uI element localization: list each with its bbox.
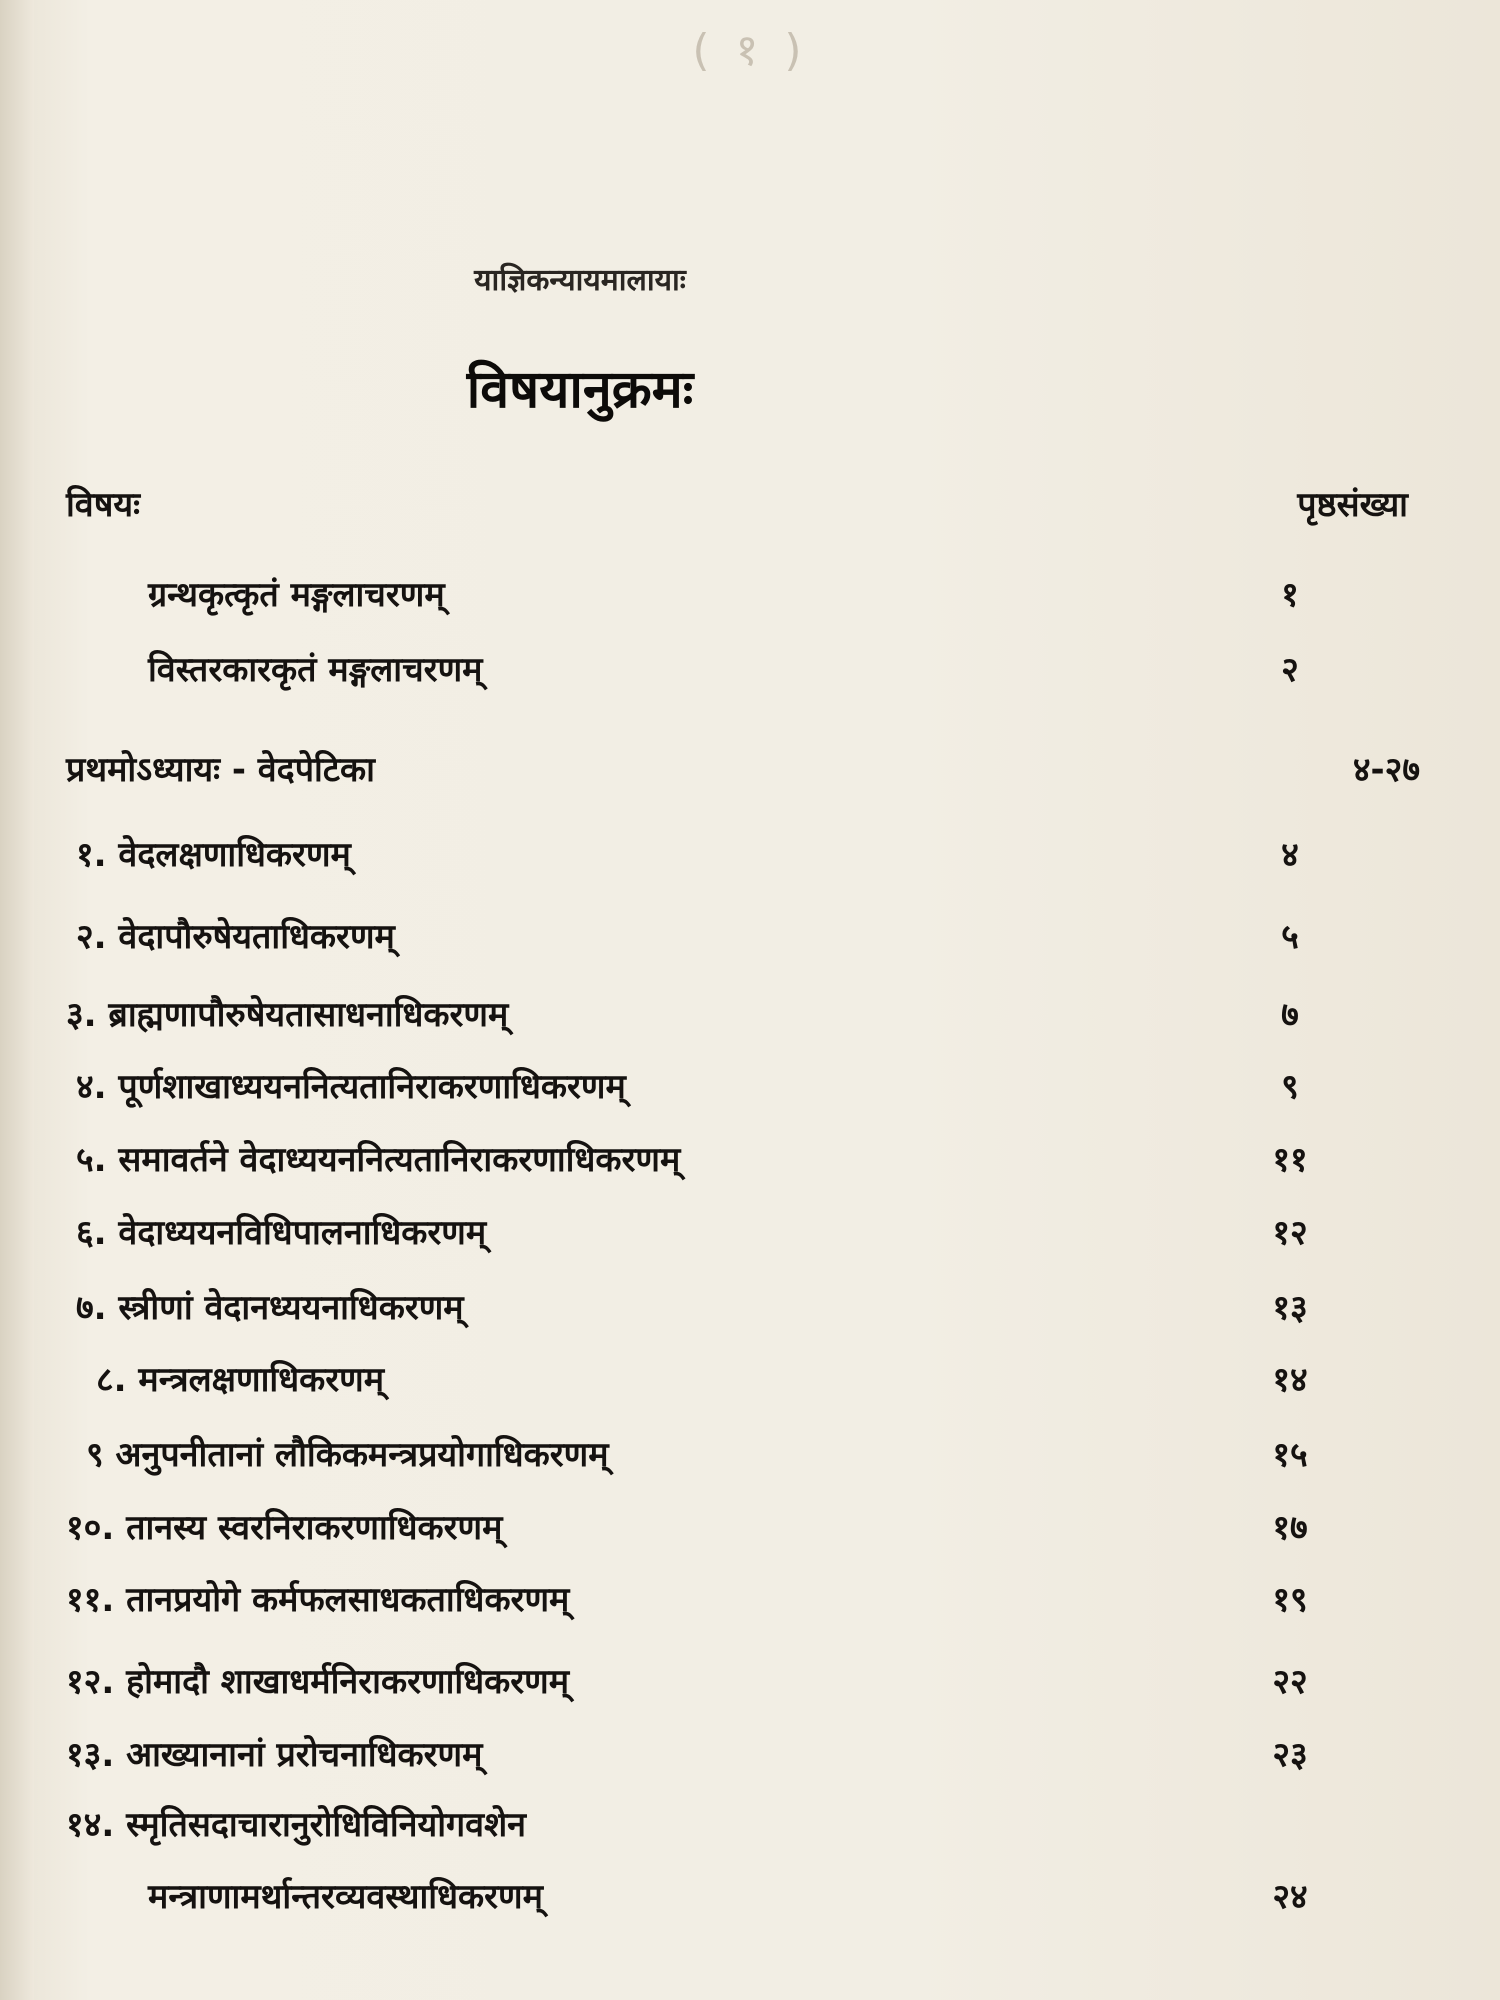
toc-entry: [0, 1135, 1500, 1195]
toc-entry: [0, 645, 1500, 705]
entry-page: १४: [1272, 1360, 1308, 1400]
entry-page: १३: [1272, 1288, 1308, 1328]
entry-page: १९: [1272, 1580, 1308, 1620]
entry-page: २४: [1272, 1877, 1308, 1917]
toc-entry: [0, 1430, 1500, 1490]
entry-page: १: [1281, 575, 1299, 615]
entry-page: ५: [1281, 917, 1299, 957]
chapter-entry: [0, 745, 1500, 805]
column-header-page: पृष्ठसंख्या: [1297, 485, 1408, 525]
toc-entry: [0, 1872, 1500, 1932]
toc-entry: [0, 1062, 1500, 1122]
toc-entry: [0, 1355, 1500, 1415]
toc-entry: [0, 1800, 1500, 1860]
toc-entry: [0, 1208, 1500, 1268]
entry-page: १७: [1272, 1508, 1308, 1548]
toc-entry: [0, 1283, 1500, 1343]
entry-text: प्रथमोऽध्यायः - वेदपेटिका: [66, 750, 375, 790]
entry-text: ३. ब्राह्मणापौरुषेयतासाधनाधिकरणम्: [66, 995, 509, 1035]
column-header-subject: विषयः: [66, 485, 140, 525]
entry-text: ७. स्त्रीणां वेदानध्ययनाधिकरणम्: [76, 1288, 464, 1328]
entry-page: ४-२७: [1352, 750, 1420, 790]
entry-text: १२. होमादौ शाखाधर्मनिराकरणाधिकरणम्: [66, 1662, 570, 1702]
toc-entry: [0, 1575, 1500, 1635]
entry-text: ९ अनुपनीतानां लौकिकमन्त्रप्रयोगाधिकरणम्: [86, 1435, 609, 1475]
entry-page: ९: [1281, 1067, 1299, 1107]
page-title: विषयानुक्रमः: [466, 360, 694, 420]
entry-text: ६. वेदाध्ययनविधिपालनाधिकरणम्: [76, 1213, 487, 1253]
toc-entry: [0, 1657, 1500, 1717]
toc-entry: [0, 830, 1500, 890]
entry-text: विस्तरकारकृतं मङ्गलाचरणम्: [148, 650, 483, 690]
entry-page: १५: [1272, 1435, 1308, 1475]
entry-page: ४: [1281, 835, 1299, 875]
entry-text: १. वेदलक्षणाधिकरणम्: [76, 835, 351, 875]
entry-page: १२: [1272, 1213, 1308, 1253]
toc-entry: [0, 990, 1500, 1050]
entry-text: ८. मन्त्रलक्षणाधिकरणम्: [96, 1360, 385, 1400]
entry-page: २३: [1272, 1735, 1308, 1775]
entry-text: ५. समावर्तने वेदाध्ययननित्यतानिराकरणाधिकरणम्: [76, 1140, 681, 1180]
entry-page: ११: [1272, 1140, 1308, 1180]
entry-text: मन्त्राणामर्थान्तरव्यवस्थाधिकरणम्: [148, 1877, 543, 1917]
entry-text: १३. आख्यानानां प्ररोचनाधिकरणम्: [66, 1735, 483, 1775]
entry-page: २: [1281, 650, 1299, 690]
entry-text: ग्रन्थकृत्कृतं मङ्गलाचरणम्: [148, 575, 445, 615]
entry-text: २. वेदापौरुषेयताधिकरणम्: [76, 917, 395, 957]
entry-text: ११. तानप्रयोगे कर्मफलसाधकताधिकरणम्: [66, 1580, 570, 1620]
entry-text: १०. तानस्य स्वरनिराकरणाधिकरणम्: [66, 1508, 503, 1548]
toc-entry: [0, 1730, 1500, 1790]
series-title: याज्ञिकन्यायमालायाः: [474, 263, 686, 298]
toc-entry: [0, 1503, 1500, 1563]
toc-entry: [0, 570, 1500, 630]
entry-page: २२: [1272, 1662, 1308, 1702]
entry-text: ४. पूर्णशाखाध्ययननित्यतानिराकरणाधिकरणम्: [76, 1067, 626, 1107]
entry-page: ७: [1281, 995, 1299, 1035]
toc-entry: [0, 912, 1500, 972]
page-folio: ( १ ): [692, 25, 808, 76]
entry-text: १४. स्मृतिसदाचारानुरोधिविनियोगवशेन: [66, 1805, 527, 1845]
